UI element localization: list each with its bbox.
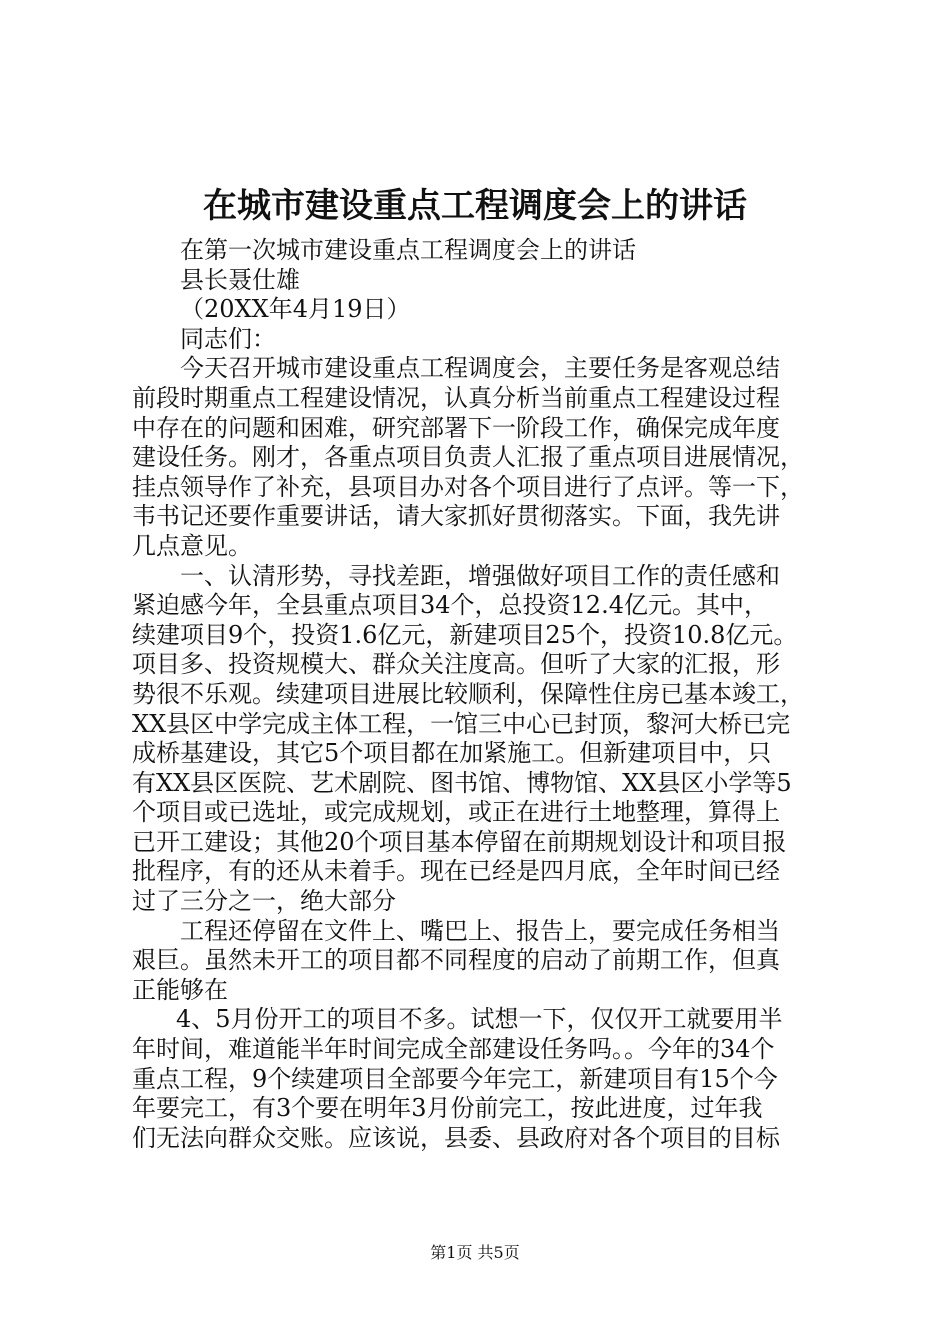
- text-line: 同志们：: [180, 324, 276, 353]
- text-line: 们无法向群众交账。应该说，县委、县政府对各个项目的目标: [132, 1123, 780, 1152]
- text-line: XX县区中学完成主体工程，一馆三中心已封顶，黎河大桥已完: [132, 709, 791, 738]
- text-line: （20XX年4月19日）: [180, 295, 411, 324]
- text-line: 势很不乐观。续建项目进展比较顺利，保障性住房已基本竣工，: [132, 679, 804, 708]
- text-line: 挂点领导作了补充，县项目办对各个项目进行了点评。等一下，: [132, 472, 804, 501]
- text-line: 建设任务。刚才，各重点项目负责人汇报了重点项目进展情况，: [132, 443, 804, 472]
- text-line: 年时间，难道能半年时间完成全部建设任务吗。。今年的34个: [132, 1035, 775, 1064]
- document-title: 在城市建设重点工程调度会上的讲话: [203, 186, 747, 226]
- text-line: 艰巨。虽然未开工的项目都不同程度的启动了前期工作，但真: [132, 946, 780, 975]
- text-line: 紧迫感今年，全县重点项目34个，总投资12.4亿元。其中，: [132, 591, 768, 620]
- text-line: 4、5月份开工的项目不多。试想一下，仅仅开工就要用半: [176, 1005, 783, 1034]
- text-line: 前段时期重点工程建设情况，认真分析当前重点工程建设过程: [132, 383, 780, 412]
- text-line: 重点工程，9个续建项目全部要今年完工，新建项目有15个今: [132, 1064, 778, 1093]
- text-line: 工程还停留在文件上、嘴巴上、报告上，要完成任务相当: [180, 916, 780, 945]
- text-line: 续建项目9个，投资1.6亿元，新建项目25个，投资10.8亿元。: [132, 620, 798, 649]
- text-line: 中存在的问题和困难，研究部署下一阶段工作，确保完成年度: [132, 413, 780, 442]
- text-line: 韦书记还要作重要讲话，请大家抓好贯彻落实。下面，我先讲: [132, 502, 780, 531]
- text-line: 一、认清形势，寻找差距，增强做好项目工作的责任感和: [180, 561, 780, 590]
- text-line: 有XX县区医院、艺术剧院、图书馆、博物馆、XX县区小学等5: [132, 768, 792, 797]
- text-line: 几点意见。: [132, 531, 252, 560]
- text-line: 县长聂仕雄: [180, 265, 300, 294]
- page-indicator: 第1页 共5页: [430, 1243, 520, 1262]
- text-line: 成桥基建设，其它5个项目都在加紧施工。但新建项目中，只: [132, 739, 772, 768]
- text-line: 项目多、投资规模大、群众关注度高。但听了大家的汇报，形: [132, 650, 780, 679]
- document-body: [132, 236, 832, 1153]
- text-line: 正能够在: [132, 975, 228, 1004]
- text-line: 已开工建设；其他20个项目基本停留在前期规划设计和项目报: [132, 827, 787, 856]
- text-line: 个项目或已选址，或完成规划，或正在进行土地整理，算得上: [132, 798, 780, 827]
- text-line: 过了三分之一，绝大部分: [132, 887, 396, 916]
- text-line: 年要完工，有3个要在明年3月份前完工，按此进度，过年我: [132, 1094, 763, 1123]
- text-line: 今天召开城市建设重点工程调度会，主要任务是客观总结: [180, 354, 780, 383]
- text-line: 在第一次城市建设重点工程调度会上的讲话: [180, 236, 636, 264]
- text-line: 批程序，有的还从未着手。现在已经是四月底，全年时间已经: [132, 857, 780, 886]
